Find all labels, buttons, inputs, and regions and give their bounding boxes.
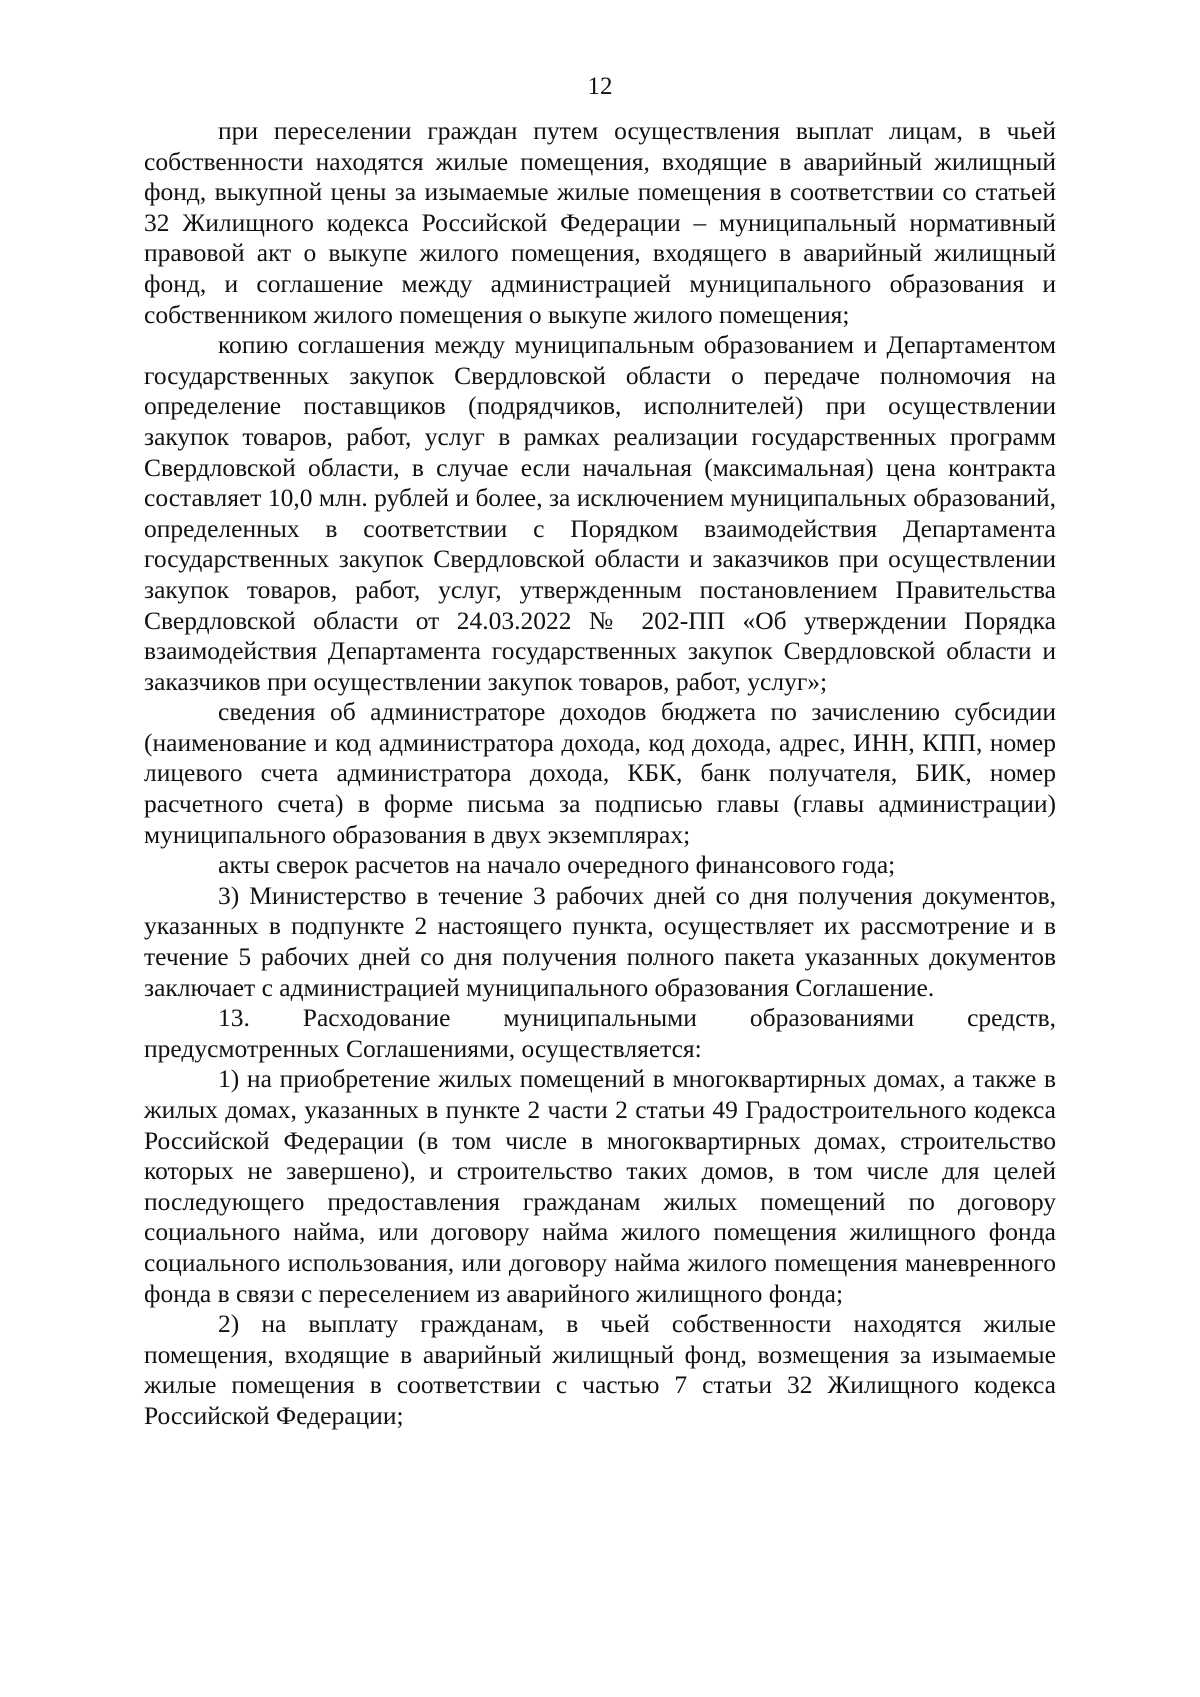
paragraph-reconciliation-acts: акты сверок расчетов на начало очередного финансового года; [218,850,896,880]
page-number: 12 [587,73,613,100]
paragraph-resettlement-payments: при переселении граждан путем осуществления выплат лицам, в чьей собственности находятся жилые помещения, входящие в аварийный жилищный фонд, выкупной цены за изымаемые жилые помещения в соответствии со статьей 32 Жилищного кодекса Российской Федерации – муниципальный нормативный правовой акт о выкупе жилого помещения, входящего в аварийный жилищный фонд, и соглашение между администрацией муниципального образования и собственником жилого помещения о выкупе жилого помещения; [144,116,1056,329]
document-body [144,116,1056,1432]
paragraph-section-13: 13. Расходование муниципальными образованиями средств, предусмотренных Соглашениями, осуществляется: [144,1003,1056,1063]
paragraph-ministry-review: 3) Министерство в течение 3 рабочих дней со дня получения документов, указанных в подпункте 2 настоящего пункта, осуществляет их рассмотрение и в течение 5 рабочих дней со дня получения полного пакета указанных документов заключает с администрацией муниципального образования Соглашение. [144,880,1056,1002]
paragraph-revenue-administrator: сведения об администраторе доходов бюджета по зачислению субсидии (наименование и код администратора дохода, код дохода, адрес, ИНН, КПП, номер лицевого счета администратора дохода, КБК, банк получателя, БИК, номер расчетного счета) в форме письма за подписью главы (главы администрации) муниципального образования в двух экземплярах; [144,697,1056,849]
paragraph-item-2: 2) на выплату гражданам, в чьей собственности находятся жилые помещения, входящие в аварийный жилищный фонд, возмещения за изымаемые жилые помещения в соответствии с частью 7 статьи 32 Жилищного кодекса Российской Федерации; [144,1309,1056,1430]
paragraph-procurement-agreement: копию соглашения между муниципальным образованием и Департаментом государственных закупок Свердловской области о передаче полномочия на определение поставщиков (подрядчиков, исполнителей) при осуществлении закупок товаров, работ, услуг в рамках реализации государственных программ Свердловской области, в случае если начальная (максимальная) цена контракта составляет 10,0 млн. рублей и более, за исключением муниципальных образований, определенных в соответствии с Порядком взаимодействия Департамента государственных закупок Свердловской области и заказчиков при осуществлении закупок товаров, работ, услуг, утвержденным постановлением Правительства Свердловской области от 24.03.2022 № 202-ПП «Об утверждении Порядка взаимодействия Департамента государственных закупок Свердловской области и заказчиков при осуществлении закупок товаров, работ, услуг»; [144,330,1056,696]
paragraph-item-1: 1) на приобретение жилых помещений в многоквартирных домах, а также в жилых домах, указанных в пункте 2 части 2 статьи 49 Градостроительного кодекса Российской Федерации (в том числе в многоквартирных домах, строительство которых не завершено), и строительство таких домов, в том числе для целей последующего предоставления гражданам жилых помещений по договору социального найма, или договору найма жилого помещения жилищного фонда социального использования, или договору найма жилого помещения маневренного фонда в связи с переселением из аварийного жилищного фонда; [144,1064,1056,1308]
